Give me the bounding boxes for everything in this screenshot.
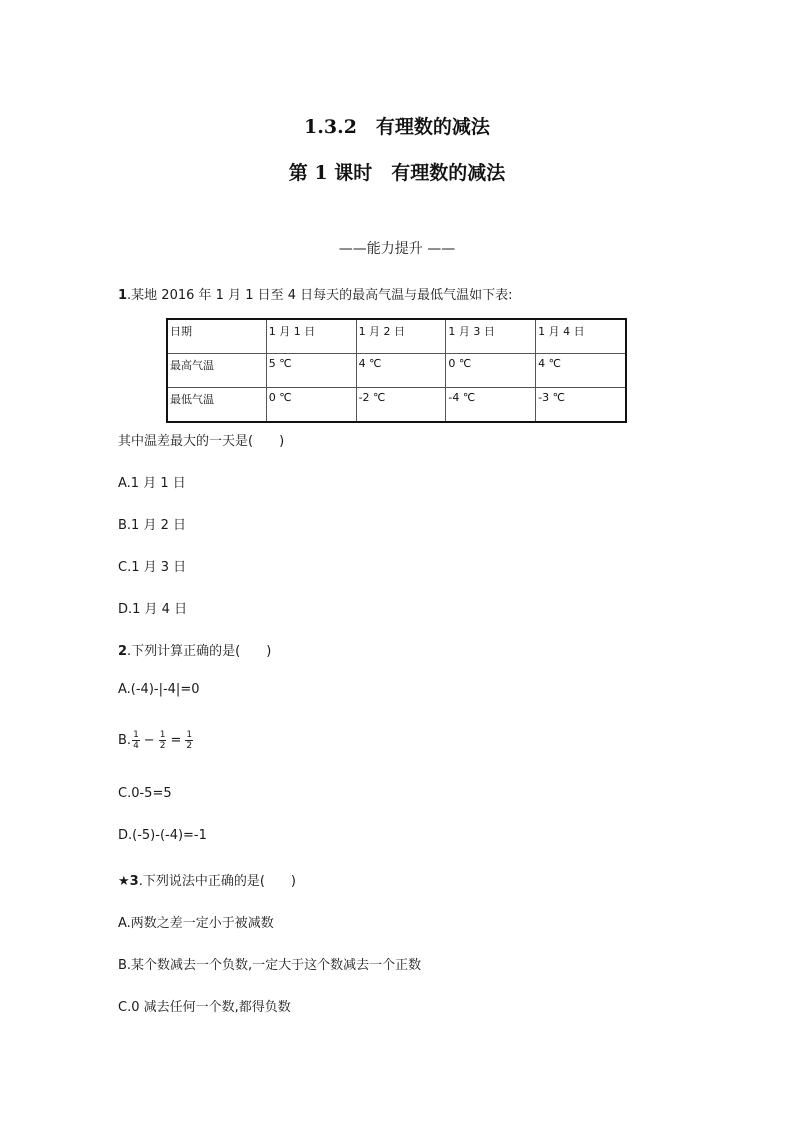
question-text: .下列计算正确的是( ) (127, 644, 272, 659)
table-row (167, 354, 626, 388)
table-cell: 1 月 1 日 (266, 319, 356, 354)
option-a: A.(-4)-|-4|=0 (118, 682, 200, 697)
temperature-table (166, 318, 627, 423)
table-cell: 1 月 4 日 (536, 319, 626, 354)
page-title: 1.3.2 有理数的减法 (304, 116, 490, 138)
equals-sign: = (170, 733, 182, 748)
lesson-subtitle: 第 1 课时 有理数的减法 (288, 162, 506, 184)
table-cell: 0 ℃ (446, 354, 536, 388)
fraction (185, 730, 193, 751)
table-cell: 1 月 3 日 (446, 319, 536, 354)
question-number: 2 (118, 644, 128, 659)
table-cell: 最高气温 (167, 354, 266, 388)
question-1-prompt: 其中温差最大的一天是( ) (118, 434, 285, 449)
denominator: 2 (186, 741, 193, 751)
table-cell: 日期 (167, 319, 266, 354)
numerator: 1 (159, 730, 166, 740)
option-a: A.1 月 1 日 (118, 476, 186, 491)
table-cell: 4 ℃ (536, 354, 626, 388)
option-b (118, 730, 194, 751)
table-row (167, 319, 626, 354)
table-cell: 0 ℃ (266, 388, 356, 423)
table-cell: 4 ℃ (356, 354, 446, 388)
fraction (159, 730, 167, 751)
question-text: .某地 2016 年 1 月 1 日至 4 日每天的最高气温与最低气温如下表: (127, 288, 513, 303)
question-3-stem (118, 870, 296, 889)
question-text: .下列说法中正确的是( ) (138, 874, 296, 889)
question-number: ★3 (118, 874, 139, 889)
table-cell: -4 ℃ (446, 388, 536, 423)
question-1-stem (118, 284, 513, 303)
table-cell: 1 月 2 日 (356, 319, 446, 354)
table-cell: 最低气温 (167, 388, 266, 423)
option-d: D.(-5)-(-4)=-1 (118, 828, 207, 843)
option-a: A.两数之差一定小于被减数 (118, 916, 274, 931)
option-d: D.1 月 4 日 (118, 602, 188, 617)
table-cell: 5 ℃ (266, 354, 356, 388)
option-c: C.0 减去任何一个数,都得负数 (118, 1000, 291, 1015)
section-heading: ——能力提升 —— (338, 241, 456, 257)
option-b: B.某个数减去一个负数,一定大于这个数减去一个正数 (118, 958, 422, 973)
minus-sign: − (143, 733, 155, 748)
table-row (167, 388, 626, 423)
question-2-stem (118, 640, 271, 659)
option-c: C.0-5=5 (118, 786, 172, 801)
denominator: 4 (133, 741, 139, 751)
option-c: C.1 月 3 日 (118, 560, 187, 575)
option-label: B. (118, 733, 132, 748)
numerator: 1 (133, 730, 139, 740)
table-cell: -3 ℃ (536, 388, 626, 423)
option-b: B.1 月 2 日 (118, 518, 186, 533)
numerator: 1 (186, 730, 193, 740)
fraction (132, 730, 140, 751)
denominator: 2 (159, 741, 166, 751)
table-cell: -2 ℃ (356, 388, 446, 423)
question-number: 1 (118, 288, 128, 303)
